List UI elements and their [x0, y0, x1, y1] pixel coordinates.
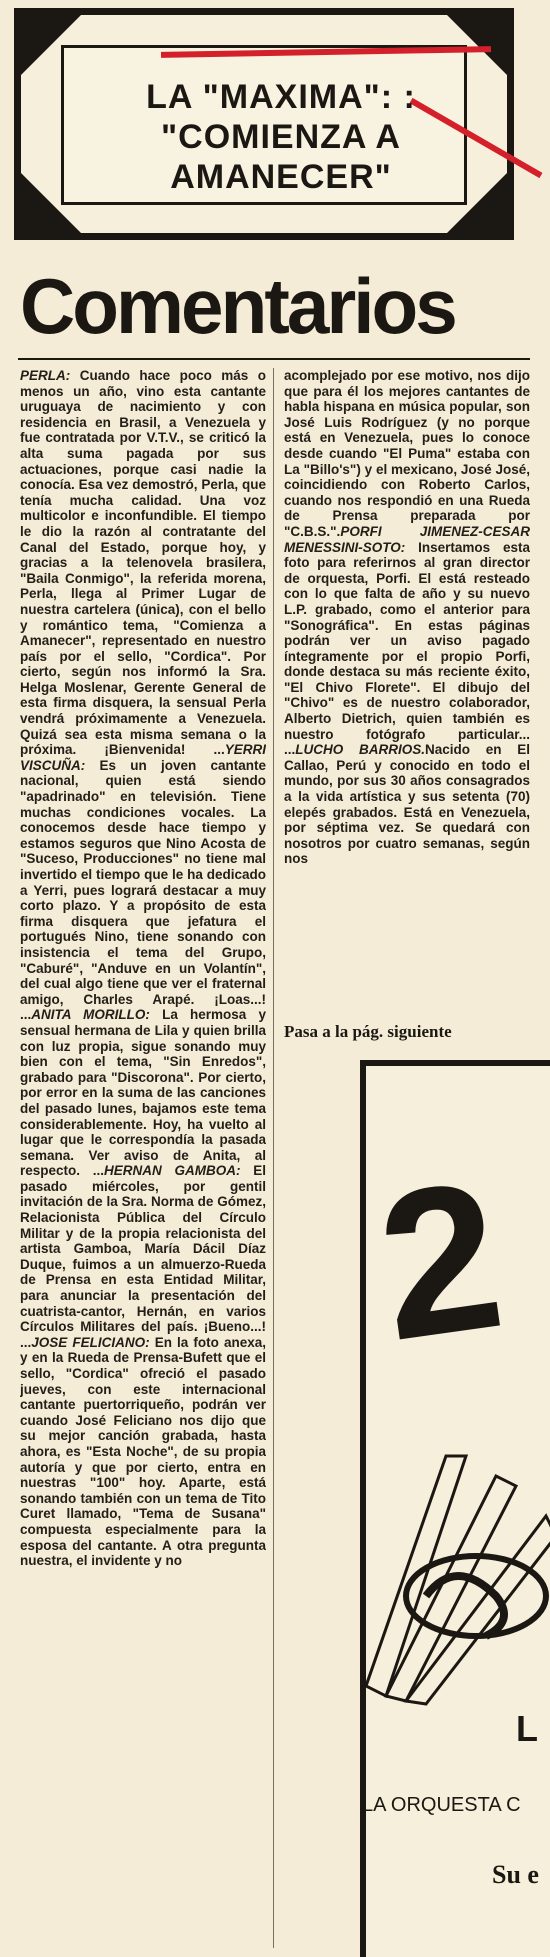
article-text: Es un joven cantante nacional, quien está siendo "apadrinado" en televisión. Tiene muchas condiciones vocales. La conocemos desde hace tiempo y estamos seguros que Nino Acosta de "Suceso, Producciones" no tiene mal invertido el tiempo que le ha dedicado a Yerri, pues logrará destacar a muy corto plazo. Y a propósito de esta firma disquera que jefatura el portugués Nino, tiene sonando con insistencia el tema del Grupo, "Caburé", "Anduve en un Volantín", del cual algo tiene que ver el fraternal amigo, Charles Arapé. ¡Loas...! ... [20, 757, 266, 1023]
article-paragraph [284, 368, 530, 867]
article-left-column [20, 368, 266, 1953]
article-text: acomplejado por ese motivo, nos dijo que para él los mejores cantantes de habla hispana en música popular, son José Luis Rodríguez (y no porque está en Venezuela, pues lo conoce desde cuando "El Puma" estaba con La "Billo's") y el mexicano, José José, coincidiendo con Roberto Carlos, cuando nos respondió en una Rueda de Prensa preparada por "C.B.S.". [284, 368, 530, 539]
headline-banner [14, 8, 514, 240]
ad-big-numeral: 2 [366, 1136, 515, 1385]
artist-name: PERLA: [20, 368, 71, 383]
artist-name: YERRI VISCUÑA: [20, 742, 266, 773]
artist-name: HERNAN GAMBOA: [104, 1163, 241, 1179]
ad-tagline: Su e [492, 1860, 539, 1889]
article-text: En la foto anexa, y en la Rueda de Prensa-Bufett que el sello, "Cordica" ofreció el pasado jueves, con este internacional cantante puertorriqueño, podrán ver cuando José Feliciano nos dijo que su mejor canción grabada, hasta ahora, es "Esta Noche", de su propia autoría y que por cierto, entra en nuestras "100" hoy. Aparte, está sonando también con un tema de Tito Curet llamado, "Tema de Susana" compuesta especialmente para la esposa del cantante. A otra pregunta nuestra, el invidente y no [20, 1334, 266, 1569]
article-text: Cuando hace poco más o menos un año, vino esta cantante uruguaya de nacimiento y con residencia en Brasil, a Venezuela y fue contratada por V.T.V., se criticó la alta suma pagada por sus actuaciones, porque casi nadie la conocía. Esa vez demostró, Perla, que tenía mucha calidad. Una voz multicolor e inconfundible. El tiempo le dio la razón al contratante del Canal del Estado, porque hoy, y gracias a la telenovela brasilera, "Baila Conmigo", la referida morena, Perla, llega al Primer Lugar de nuestra cartelera (única), con el bello y romántico tema, "Comienza a Amanecer", representado en nuestro país por el sello, "Cordica". Por cierto, según nos informó la Sra. Helga Moslenar, Gerente General de esta firma disquera, la sensual Perla vendrá próximamente a Venezuela. Quizá sea esta misma semana o la próxima. ¡Bienvenida! ... [20, 368, 266, 758]
artist-name: LUCHO BARRIOS. [295, 742, 425, 758]
artist-name: ANITA MORILLO: [31, 1007, 150, 1023]
artist-name: PORFI JIMENEZ-CESAR MENESSINI-SOTO: [284, 523, 530, 555]
article-text: Insertamos esta foto para referirnos al gran director de orquesta, Porfi. El está resteado con lo que falta de año y su nuevo L.P. grabado, como el anterior para "Sonográfica". En estas páginas podrán ver un aviso pagado íntegramente por el propio Porfi, donde destaca su más reciente éxito, "El Chivo Florete". El dibujo del "Chivo" es de nuestro colaborador, Alberto Dietrich, quien también es nuestro fotógrafo particular... ... [284, 539, 530, 758]
artist-name: JOSE FELICIANO: [31, 1334, 150, 1350]
article-paragraph [20, 368, 266, 1569]
ad-frame [360, 1060, 550, 1957]
article-text: El pasado miércoles, por gentil invitación de la Sra. Norma de Gómez, Relacionista Pública del Círculo Militar y de la propia relacionista del artista Gamboa, María Dácil Díaz Duque, fuimos a un almuerzo-Rueda de Prensa en esta Entidad Militar, para anunciar la presentación del cuatrista-cantor, Hernán, en varios Círculos Militares del país. ¡Bueno...! ... [20, 1163, 266, 1350]
ad-orchestra-line: LA ORQUESTA C [362, 1794, 521, 1816]
section-title: Comentarios [20, 262, 455, 350]
column-divider [273, 368, 274, 1948]
continue-label: Pasa a la pág. siguiente [284, 1022, 452, 1041]
ad-fan-illustration [366, 1446, 550, 1706]
ad-letter: L [516, 1708, 538, 1749]
article-text: Nacido en El Callao, Perú y conocido en todo el mundo, por sus 30 años consagrados a la vida artística y sus setenta (70) elepés grabados. Está en Venezuela, por séptima vez. Se quedará con nosotros por cuatro semanas, según nos [284, 742, 530, 867]
title-rule [18, 358, 530, 360]
advertisement [360, 1040, 550, 1957]
article-text: La hermosa y sensual hermana de Lila y quien brilla con luz propia, sigue sonando muy bien con el tema, "Sin Enredos", grabado para "Discorona". Por cierto, por error en la suma de las canciones del pasado lunes, bajamos este tema considerablemente. Hoy, ha vuelto al lugar que le correspondía la pasada semana. Ver aviso de Anita, al respecto. ... [20, 1007, 266, 1179]
article-right-column [284, 368, 530, 1018]
banner-headline: LA "MAXIMA": : "COMIENZA A AMANECER" [146, 78, 416, 196]
